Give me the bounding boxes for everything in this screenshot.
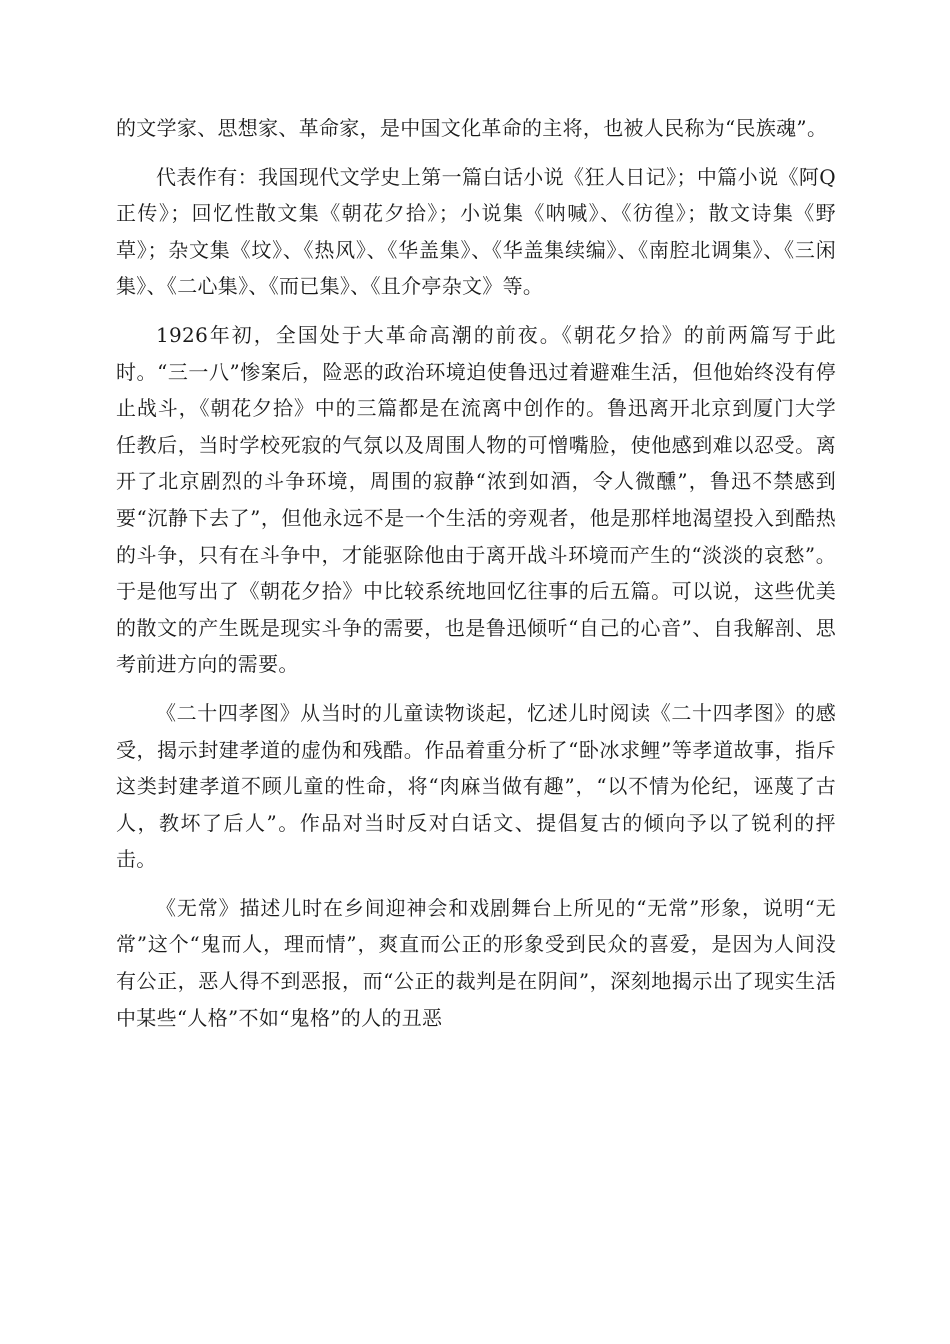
- document-page: [116, 110, 836, 1048]
- paragraph-wuchang: 《无常》描述儿时在乡间迎神会和戏剧舞台上所见的“无常”形象，说明“无常”这个“鬼而人，理而情”，爽直而公正的形象受到民众的喜爱，是因为人间没有公正，恶人得不到恶报，而“公正的裁判是在阴间”，深刻地揭示出了现实生活中某些“人格”不如“鬼格”的人的丑恶: [116, 895, 836, 1030]
- paragraph-twenty-four-filial: 《二十四孝图》从当时的儿童读物谈起，忆述儿时阅读《二十四孝图》的感受，揭示封建孝道的虚伪和残酷。作品着重分析了“卧冰求鲤”等孝道故事，指斥这类封建孝道不顾儿童的性命，将“肉麻当做有趣”，“以不情为伦纪，诬蔑了古人，教坏了后人”。作品对当时反对白话文、提倡复古的倾向予以了锐利的抨击。: [116, 700, 836, 872]
- paragraph-representative-works: 代表作有：我国现代文学史上第一篇白话小说《狂人日记》；中篇小说《阿Q正传》；回忆性散文集《朝花夕拾》；小说集《呐喊》、《彷徨》；散文诗集《野草》；杂文集《坟》、《热风》、《华盖集》、《华盖集续编》、《南腔北调集》、《三闲集》、《二心集》、《而已集》、《且介亭杂文》等。: [116, 164, 836, 299]
- paragraph-intro-continued: 的文学家、思想家、革命家，是中国文化革命的主将，也被人民称为“民族魂”。: [116, 116, 828, 140]
- paragraph-background: 1926年初，全国处于大革命高潮的前夜。《朝花夕拾》的前两篇写于此时。“三一八”惨案后，险恶的政治环境迫使鲁迅过着避难生活，但他始终没有停止战斗，《朝花夕拾》中的三篇都是在流离中创作的。鲁迅离开北京到厦门大学任教后，当时学校死寂的气氛以及周围人物的可憎嘴脸，使他感到难以忍受。离开了北京剧烈的斗争环境，周围的寂静“浓到如酒，令人微醺”，鲁迅不禁感到要“沉静下去了”，但他永远不是一个生活的旁观者，他是那样地渴望投入到酷热的斗争，只有在斗争中，才能驱除他由于离开战斗环境而产生的“淡淡的哀愁”。于是他写出了《朝花夕拾》中比较系统地回忆往事的后五篇。可以说，这些优美的散文的产生既是现实斗争的需要，也是鲁迅倾听“自己的心音”、自我解剖、思考前进方向的需要。: [116, 322, 836, 677]
